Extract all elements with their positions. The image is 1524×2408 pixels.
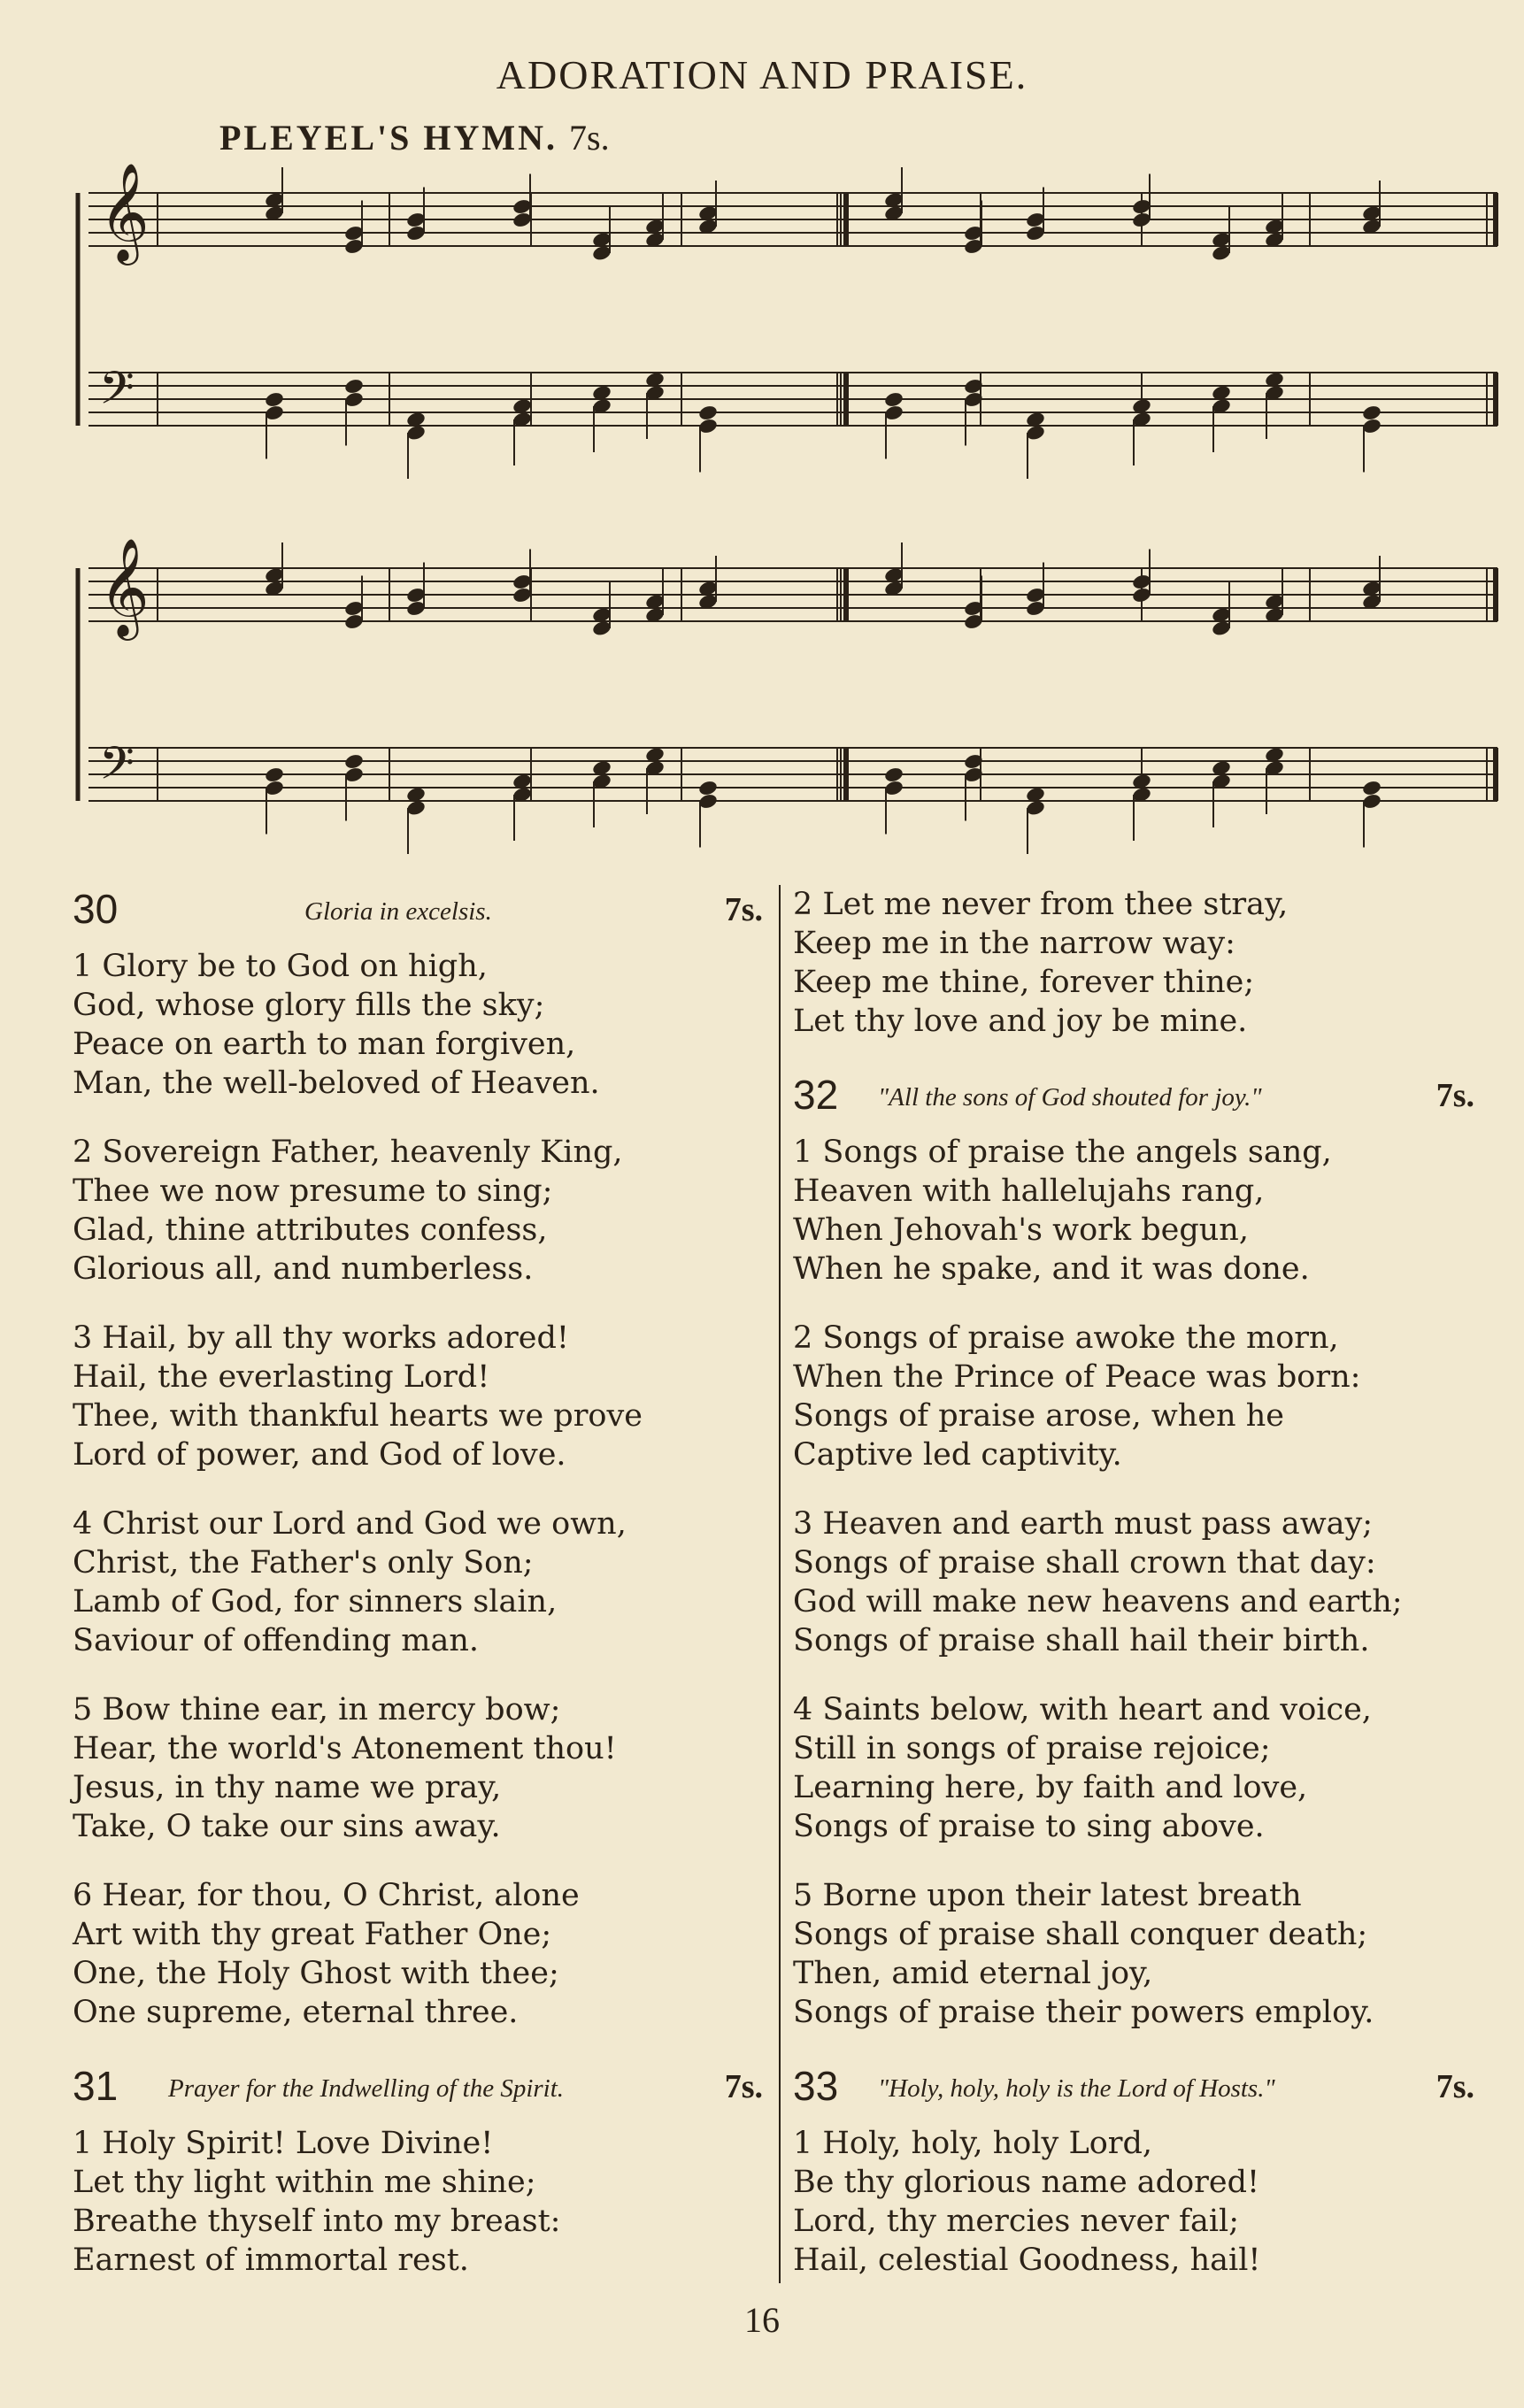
verse-line: Songs of praise shall crown that day: — [793, 1545, 1376, 1581]
stanza — [793, 1133, 1474, 1289]
note-head-icon — [883, 391, 904, 409]
verse-line: Thee, with thankful hearts we prove — [73, 1398, 643, 1434]
stanza — [793, 2124, 1474, 2280]
hymn-subtitle: "All the sons of God shouted for joy." — [878, 1083, 1262, 1112]
verse-line: Songs of praise shall hail their birth. — [793, 1623, 1370, 1658]
stanza — [73, 947, 763, 1103]
verse-line: 1 Holy, holy, holy Lord, — [793, 2126, 1153, 2161]
note-head-icon — [264, 391, 285, 409]
page-number: 16 — [744, 2300, 780, 2340]
treble-clef-icon: 𝄞 — [99, 537, 150, 636]
verse-line: 1 Songs of praise the angels sang, — [793, 1135, 1332, 1170]
note-head-icon — [343, 378, 365, 396]
verse-line: Songs of praise their powers employ. — [793, 1995, 1374, 2030]
hymn-meter: 7s. — [724, 2068, 763, 2105]
note-head-icon — [883, 766, 904, 784]
stanza — [73, 1690, 763, 1846]
verse-line: Still in songs of praise rejoice; — [793, 1731, 1271, 1766]
hymn-subtitle: "Holy, holy, holy is the Lord of Hosts." — [878, 2074, 1275, 2103]
verse-line: 2 Songs of praise awoke the morn, — [793, 1320, 1339, 1356]
bass-clef-icon: 𝄢 — [99, 736, 135, 801]
note-head-icon — [1361, 404, 1382, 422]
verse-line: 4 Saints below, with heart and voice, — [793, 1692, 1372, 1727]
bass-clef-icon: 𝄢 — [99, 361, 135, 426]
verse-line: Jesus, in thy name we pray, — [73, 1770, 502, 1805]
stanza — [73, 1504, 763, 1660]
hymn-number: 33 — [793, 2063, 839, 2109]
verse-line: When the Prince of Peace was born: — [793, 1359, 1361, 1395]
page-header: ADORATION AND PRAISE. — [496, 52, 1028, 97]
verse-line: Captive led captivity. — [793, 1437, 1122, 1473]
hymn-number: 30 — [73, 886, 119, 932]
tune-meter: 7s. — [569, 118, 610, 158]
verse-line: 1 Holy Spirit! Love Divine! — [73, 2126, 494, 2161]
note-head-icon — [697, 404, 719, 422]
verse-line: 3 Heaven and earth must pass away; — [793, 1506, 1374, 1542]
verse-line: Thee we now presume to sing; — [73, 1173, 553, 1209]
verse-line: Lord, thy mercies never fail; — [793, 2204, 1240, 2239]
stanza — [793, 1319, 1474, 1474]
verse-line: 6 Hear, for thou, O Christ, alone — [73, 1878, 580, 1913]
verse-line: Christ, the Father's only Son; — [73, 1545, 534, 1581]
verse-line: Keep me thine, forever thine; — [793, 965, 1255, 1000]
column-divider — [779, 885, 781, 2283]
verse-line: When he spake, and it was done. — [793, 1251, 1310, 1287]
verse-line: Keep me in the narrow way: — [793, 926, 1235, 961]
verse-line: God, whose glory fills the sky; — [73, 988, 545, 1023]
verse-line: Earnest of immortal rest. — [73, 2243, 469, 2278]
verse-line: Hail, the everlasting Lord! — [73, 1359, 490, 1395]
stanza — [793, 1876, 1474, 2032]
stanza — [793, 885, 1474, 1041]
verse-line: Songs of praise to sing above. — [793, 1809, 1265, 1844]
hymn-meter: 7s. — [1435, 2068, 1474, 2105]
hymn-number: 31 — [73, 2063, 119, 2109]
verse-line: Hear, the world's Atonement thou! — [73, 1731, 617, 1766]
note-head-icon — [343, 753, 365, 771]
verse-line: Songs of praise arose, when he — [793, 1398, 1284, 1434]
verse-line: Let thy light within me shine; — [73, 2165, 536, 2200]
verse-line: Saviour of offending man. — [73, 1623, 480, 1658]
music-system-2 — [78, 537, 1497, 854]
verse-line: Breathe thyself into my breast: — [73, 2204, 561, 2239]
verse-line: Glad, thine attributes confess, — [73, 1212, 548, 1248]
verse-line: One supreme, eternal three. — [73, 1995, 519, 2030]
verse-line: God will make new heavens and earth; — [793, 1584, 1403, 1619]
verse-line: Learning here, by faith and love, — [793, 1770, 1308, 1805]
treble-clef-icon: 𝄞 — [99, 162, 150, 261]
hymn-number: 32 — [793, 1072, 839, 1118]
verse-line: Songs of praise shall conquer death; — [793, 1917, 1368, 1952]
stanza — [73, 2124, 763, 2280]
hymn-subtitle: Gloria in excelsis. — [304, 897, 492, 926]
verse-line: Lord of power, and God of love. — [73, 1437, 566, 1473]
verse-line: 2 Sovereign Father, heavenly King, — [73, 1135, 623, 1170]
stanza — [73, 1133, 763, 1289]
verse-line: When Jehovah's work begun, — [793, 1212, 1249, 1248]
verse-line: Heaven with hallelujahs rang, — [793, 1173, 1265, 1209]
verse-line: 5 Borne upon their latest breath — [793, 1878, 1302, 1913]
verse-line: 4 Christ our Lord and God we own, — [73, 1506, 627, 1542]
verse-line: 5 Bow thine ear, in mercy bow; — [73, 1692, 561, 1727]
stanza — [793, 1504, 1474, 1660]
verse-line: Then, amid eternal joy, — [793, 1956, 1153, 1991]
verse-line: Take, O take our sins away. — [73, 1809, 501, 1844]
verse-line: 1 Glory be to God on high, — [73, 949, 488, 984]
hymn-30-header — [73, 885, 763, 940]
verse-line: Art with thy great Father One; — [73, 1917, 552, 1952]
right-column — [793, 885, 1474, 2310]
hymn-meter: 7s. — [1435, 1077, 1474, 1114]
note-head-icon — [1361, 780, 1382, 797]
note-head-icon — [697, 780, 719, 797]
note-head-icon — [264, 766, 285, 784]
verse-line: Lamb of God, for sinners slain, — [73, 1584, 558, 1619]
left-column — [73, 885, 763, 2310]
verse-line: Let thy love and joy be mine. — [793, 1004, 1248, 1039]
verse-line: Hail, celestial Goodness, hail! — [793, 2243, 1261, 2278]
music-notation — [0, 0, 1524, 867]
verse-line: One, the Holy Ghost with thee; — [73, 1956, 559, 1991]
verse-line: Glorious all, and numberless. — [73, 1251, 534, 1287]
hymn-meter: 7s. — [724, 891, 763, 928]
verse-line: 3 Hail, by all thy works adored! — [73, 1320, 569, 1356]
hymn-subtitle: Prayer for the Indwelling of the Spirit. — [168, 2074, 565, 2103]
verse-line: 2 Let me never from thee stray, — [793, 887, 1289, 922]
verse-line: Man, the well-beloved of Heaven. — [73, 1066, 600, 1101]
stanza — [793, 1690, 1474, 1846]
stanza — [73, 1319, 763, 1474]
hymn-31-header — [73, 2062, 763, 2117]
music-system-1 — [78, 162, 1497, 479]
hymn-33-header — [793, 2062, 1474, 2117]
verse-line: Peace on earth to man forgiven, — [73, 1027, 576, 1062]
verse-line: Be thy glorious name adored! — [793, 2165, 1260, 2200]
tune-name: PLEYEL'S HYMN. — [219, 118, 558, 158]
stanza — [73, 1876, 763, 2032]
hymn-32-header — [793, 1071, 1474, 1126]
